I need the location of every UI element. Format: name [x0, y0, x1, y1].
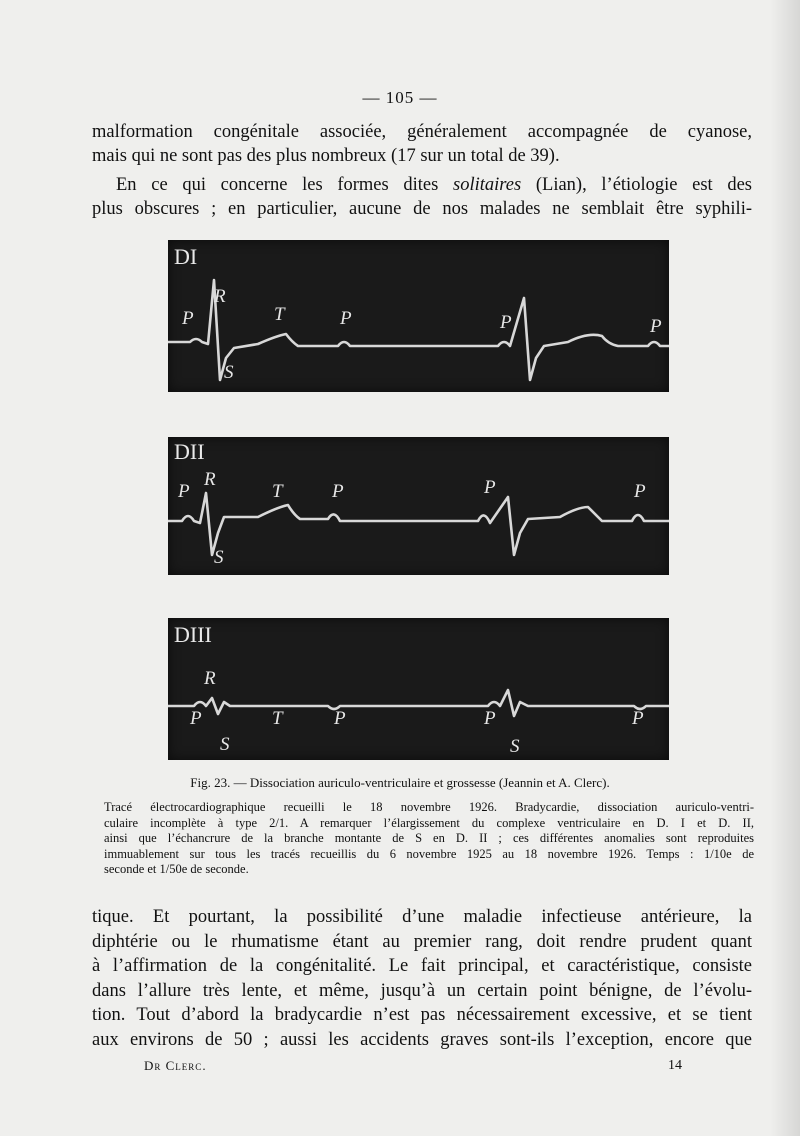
wave-label-s: S [214, 547, 224, 568]
wave-label-p: P [340, 308, 352, 329]
ecg-panel-d2 [168, 437, 669, 575]
wave-label-p: P [650, 316, 662, 337]
caption-line: culaire incomplète à type 2/1. A remarquer l’élargissement du complexe ventriculaire en D. I et D. II, [104, 815, 754, 830]
lead-label: DI [174, 244, 198, 269]
caption-line: ainsi que l’échancrure de la branche montante de S en D. II ; ces différentes anomalies sont reproduites [104, 831, 754, 845]
wave-label-s: S [224, 362, 234, 383]
text-line: En ce qui concerne les formes dites solitaires (Lian), l’étiologie est des [116, 175, 753, 195]
wave-label-s: S [220, 734, 230, 755]
text-line: diphtérie ou le rhumatisme étant au premier rang, doit rendre prudent quant [92, 931, 752, 952]
wave-label-r: R [204, 668, 216, 689]
wave-label-t: T [274, 304, 285, 325]
wave-label-p: P [500, 312, 512, 333]
text-line: à l’affirmation de la congénitalité. Le fait principal, et caractéristique, consiste [92, 956, 752, 976]
wave-label-p: P [484, 477, 496, 498]
caption-line: immuablement sur tous les tracés recueillis du 6 novembre 1925 au 18 novembre 1926. Temps : 1/10e de [104, 846, 754, 861]
ecg-panel-d3 [168, 618, 669, 760]
paragraph-second [92, 173, 752, 221]
wave-label-t: T [272, 708, 283, 729]
page-edge-shadow [770, 0, 800, 1136]
text-line: tion. Tout d’abord la bradycardie n’est pas nécessairement excessive, et se tient [92, 1005, 752, 1025]
page-number: — 105 — [362, 88, 438, 107]
text-line: plus obscures ; en particulier, aucune de nos malades ne semblait être syphili- [92, 199, 752, 219]
wave-label-p: P [334, 708, 346, 729]
ecg-trace [168, 280, 669, 380]
ecg-panel-d1 [168, 240, 669, 392]
lead-label: DIII [174, 622, 212, 647]
text-line: aux environs de 50 ; aussi les accidents graves sont-ils l’exception, encore que [92, 1029, 752, 1050]
wave-label-p: P [178, 481, 190, 502]
paragraph-bottom [92, 905, 752, 1052]
wave-label-p: P [182, 308, 194, 329]
ecg-trace [168, 493, 669, 555]
figure-caption-title: Fig. 23. — Dissociation auriculo-ventriculaire et grossesse (Jeannin et A. Clerc). [190, 775, 610, 790]
text-line: dans l’allure très lente, et même, jusqu’à un certain point bénigne, de l’évolu- [92, 980, 752, 1001]
italic-term: solitaires [453, 175, 522, 195]
wave-label-p: P [632, 708, 644, 729]
text-line: malformation congénitale associée, généralement accompagnée de cyanose, [92, 122, 752, 142]
caption-line: seconde et 1/50e de seconde. [104, 862, 249, 876]
wave-label-r: R [204, 469, 216, 490]
caption-line: Tracé électrocardiographique recueilli le 18 novembre 1926. Bradycardie, dissociation auriculo-ventri- [104, 800, 754, 814]
wave-label-t: T [272, 481, 283, 502]
footer-author: Dr Clerc. [144, 1058, 207, 1073]
text-line: mais qui ne sont pas des plus nombreux (17 sur un total de 39). [92, 146, 560, 166]
lead-label: DII [174, 439, 205, 464]
ecg-trace [168, 690, 669, 716]
signature-mark: 14 [668, 1058, 682, 1073]
paragraph-top [92, 120, 752, 168]
figure-caption-body [104, 800, 754, 878]
wave-label-r: R [214, 286, 226, 307]
wave-label-p: P [634, 481, 646, 502]
wave-label-p: P [484, 708, 496, 729]
wave-label-p: P [332, 481, 344, 502]
text-line: tique. Et pourtant, la possibilité d’une maladie infectieuse antérieure, la [92, 907, 752, 927]
wave-label-p: P [190, 708, 202, 729]
wave-label-s: S [510, 736, 520, 757]
